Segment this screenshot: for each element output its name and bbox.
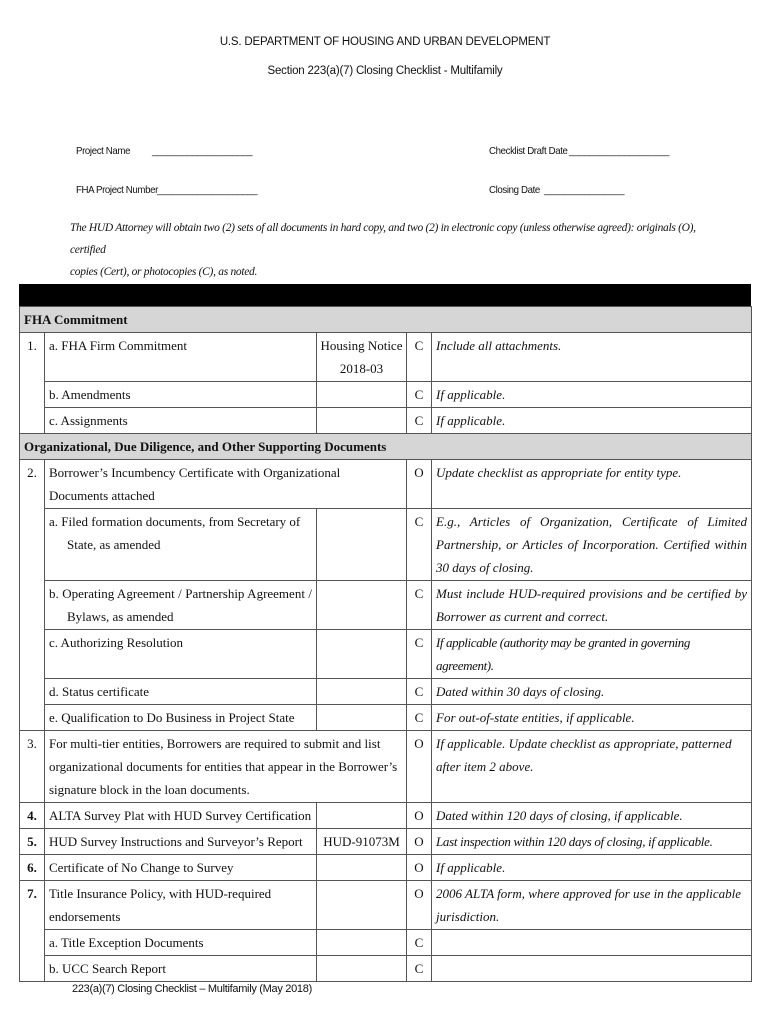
- row-number: 5.: [20, 829, 45, 855]
- closing-date-field: ________________: [544, 184, 625, 196]
- table-row: [20, 333, 752, 382]
- row-number: 2.: [20, 460, 45, 731]
- table-row: [20, 731, 752, 803]
- form-code: [317, 855, 407, 881]
- item-description: e. Qualification to Do Business in Project State: [45, 705, 317, 731]
- copy-type: C: [407, 408, 432, 434]
- row-number: 1.: [20, 333, 45, 434]
- section-fha-commitment: FHA Commitment: [20, 307, 752, 333]
- item-description: b. UCC Search Report: [45, 956, 317, 982]
- copy-type: C: [407, 679, 432, 705]
- item-note: E.g., Articles of Organization, Certificate of Limited Partnership, or Articles of Incorporation. Certified within 30 days of closing.: [432, 509, 752, 581]
- copy-type: O: [407, 881, 432, 930]
- item-description: ALTA Survey Plat with HUD Survey Certification: [45, 803, 317, 829]
- form-code: [317, 930, 407, 956]
- copy-type: C: [407, 705, 432, 731]
- form-code: [317, 803, 407, 829]
- form-code: HUD-91073M: [317, 829, 407, 855]
- item-note: If applicable. Update checklist as appropriate, patterned after item 2 above.: [432, 731, 752, 803]
- form-code: [317, 705, 407, 731]
- form-code: [317, 679, 407, 705]
- section-header: [20, 307, 752, 333]
- form-code: [317, 630, 407, 679]
- copy-type: O: [407, 460, 432, 509]
- project-name-label: Project Name: [76, 145, 131, 157]
- copy-type: C: [407, 581, 432, 630]
- item-note: Dated within 120 days of closing, if applicable.: [432, 803, 752, 829]
- item-note: If applicable.: [432, 855, 752, 881]
- item-description: a. FHA Firm Commitment: [45, 333, 317, 382]
- item-note: For out-of-state entities, if applicable.: [432, 705, 752, 731]
- item-note: If applicable.: [432, 408, 752, 434]
- note-line-2: copies (Cert), or photocopies (C), as noted.: [70, 266, 258, 278]
- table-row: [20, 956, 752, 982]
- item-note: If applicable.: [432, 382, 752, 408]
- agency-title: U.S. DEPARTMENT OF HOUSING AND URBAN DEVELOPMENT: [219, 36, 551, 48]
- section-organizational: Organizational, Due Diligence, and Other Supporting Documents: [20, 434, 752, 460]
- draft-date-field: ____________________: [569, 145, 670, 157]
- section-header: [20, 434, 752, 460]
- table-row: [20, 581, 752, 630]
- item-description: Borrower’s Incumbency Certificate with Organizational Documents attached: [45, 460, 407, 509]
- table-row: [20, 803, 752, 829]
- copy-type: C: [407, 509, 432, 581]
- row-number: 6.: [20, 855, 45, 881]
- item-description: b. Amendments: [45, 382, 317, 408]
- row-number: 7.: [20, 881, 45, 982]
- project-name-field: ____________________: [152, 145, 253, 157]
- copy-type: O: [407, 803, 432, 829]
- table-row: [20, 382, 752, 408]
- form-code: [317, 382, 407, 408]
- item-description: c. Authorizing Resolution: [45, 630, 317, 679]
- item-note: [432, 930, 752, 956]
- copy-type: C: [407, 956, 432, 982]
- item-note: 2006 ALTA form, where approved for use in the applicable jurisdiction.: [432, 881, 752, 930]
- page-footer: 223(a)(7) Closing Checklist – Multifamily (May 2018): [72, 983, 312, 995]
- copy-type: C: [407, 333, 432, 382]
- note-line-1: The HUD Attorney will obtain two (2) sets of all documents in hard copy, and two (2) in electronic copy (unless otherwise agreed): originals (O), certified: [70, 222, 696, 256]
- form-code: [317, 881, 407, 930]
- form-code: [317, 408, 407, 434]
- copy-type: O: [407, 731, 432, 803]
- table-header-bar: [19, 284, 751, 306]
- table-row: [20, 705, 752, 731]
- item-description: For multi-tier entities, Borrowers are required to submit and list organizational documents for entities that appear in the Borrower’s signature block in the loan documents.: [45, 731, 407, 803]
- item-description: a. Title Exception Documents: [45, 930, 317, 956]
- draft-date-label: Checklist Draft Date: [489, 145, 568, 157]
- item-description: d. Status certificate: [45, 679, 317, 705]
- row-number: 3.: [20, 731, 45, 803]
- copy-type: C: [407, 630, 432, 679]
- table-row: [20, 829, 752, 855]
- item-note: Include all attachments.: [432, 333, 752, 382]
- copy-type: O: [407, 829, 432, 855]
- table-row: [20, 509, 752, 581]
- item-description: c. Assignments: [45, 408, 317, 434]
- form-code: Housing Notice 2018-03: [317, 333, 407, 382]
- item-note: Must include HUD-required provisions and be certified by Borrower as current and correct.: [432, 581, 752, 630]
- document-subtitle: Section 223(a)(7) Closing Checklist - Multifamily: [267, 65, 503, 77]
- item-note: If applicable (authority may be granted in governing agreement).: [432, 630, 752, 679]
- form-code: [317, 581, 407, 630]
- table-row: [20, 408, 752, 434]
- fha-number-field: ____________________: [157, 184, 258, 196]
- fha-number-label: FHA Project Number: [76, 184, 158, 196]
- table-row: [20, 460, 752, 509]
- item-description: Title Insurance Policy, with HUD-required endorsements: [45, 881, 317, 930]
- table-row: [20, 855, 752, 881]
- table-row: [20, 679, 752, 705]
- checklist-table: [19, 306, 752, 982]
- table-row: [20, 930, 752, 956]
- closing-date-label: Closing Date: [489, 184, 540, 196]
- item-description: a. Filed formation documents, from Secretary of State, as amended: [45, 509, 317, 581]
- item-description: b. Operating Agreement / Partnership Agreement / Bylaws, as amended: [45, 581, 317, 630]
- form-code: [317, 509, 407, 581]
- row-number: 4.: [20, 803, 45, 829]
- item-note: [432, 956, 752, 982]
- copy-type: O: [407, 855, 432, 881]
- item-description: HUD Survey Instructions and Surveyor’s Report: [45, 829, 317, 855]
- item-note: Dated within 30 days of closing.: [432, 679, 752, 705]
- form-code: [317, 956, 407, 982]
- item-description: Certificate of No Change to Survey: [45, 855, 317, 881]
- copy-type: C: [407, 382, 432, 408]
- table-row: [20, 630, 752, 679]
- copy-type: C: [407, 930, 432, 956]
- item-note: Update checklist as appropriate for entity type.: [432, 460, 752, 509]
- item-note: Last inspection within 120 days of closing, if applicable.: [432, 829, 752, 855]
- table-row: [20, 881, 752, 930]
